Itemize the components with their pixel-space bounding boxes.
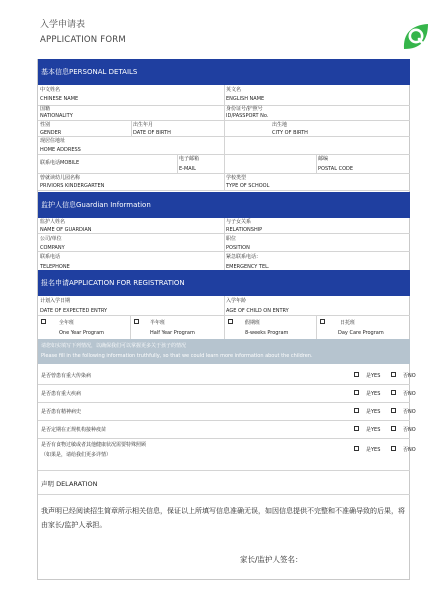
health-q4-yes-checkbox[interactable] <box>354 426 359 431</box>
chinese-name-label-en: CHINESE NAME <box>40 96 79 102</box>
postal-code-label-zh: 邮编 <box>318 156 329 162</box>
telephone-label-zh: 联系电话 <box>40 254 61 260</box>
health-question-5-note: （如果是，请给我们更多详情） <box>41 452 112 458</box>
divider <box>38 190 410 191</box>
telephone-label-en: TELEPHONE <box>40 264 70 270</box>
emergency-tel-label-zh: 紧急联系电话： <box>226 254 262 260</box>
program-8-weeks-checkbox[interactable] <box>228 319 233 324</box>
no-label: 否NO <box>403 373 416 379</box>
divider <box>316 316 317 339</box>
relationship-label-zh: 与子女关系 <box>226 219 252 225</box>
form-title-en: APPLICATION FORM <box>40 35 126 45</box>
section-personal-details: 基本信息PERSONAL DETAILS <box>38 59 410 85</box>
gender-label-en: GENDER <box>40 130 62 136</box>
health-question-2: 是否患有重大疾病 <box>41 391 82 397</box>
program-half-year-label-en: Half Year Program <box>150 330 195 336</box>
guardian-name-label-zh: 监护人姓名 <box>40 219 66 225</box>
school-type-label-en: TYPE OF SCHOOL <box>226 183 270 189</box>
program-half-year-label-zh: 半年班 <box>150 320 166 326</box>
divider <box>316 154 317 173</box>
email-label-zh: 电子邮箱 <box>179 156 200 162</box>
signature-label: 家长/监护人签名： <box>240 555 303 564</box>
nationality-label-en: NATIONALITY <box>40 113 73 119</box>
postal-code-label-en: POSTAL CODE <box>318 166 354 172</box>
q-leaf-logo-icon <box>401 22 431 52</box>
health-q5-no-checkbox[interactable] <box>391 446 396 451</box>
yes-label: 是YES <box>366 391 381 397</box>
program-one-year-label-en: One Year Program <box>59 330 105 336</box>
program-one-year-label-zh: 全年班 <box>59 320 75 326</box>
previous-kg-label-zh: 曾就读幼儿园名称 <box>40 175 81 181</box>
entry-age-label-zh: 入学年龄 <box>226 298 247 304</box>
relationship-label-en: RELATIONSHIP <box>226 227 263 233</box>
health-q3-no-checkbox[interactable] <box>391 408 396 413</box>
divider <box>38 420 410 421</box>
id-passport-label-en: ID/PASSPORT No. <box>226 113 269 119</box>
form-title-zh: 入学申请表 <box>40 20 86 30</box>
health-q1-no-checkbox[interactable] <box>391 372 396 377</box>
program-one-year-checkbox[interactable] <box>41 319 46 324</box>
program-day-care-label-zh: 日托班 <box>340 320 356 326</box>
city-of-birth-label-zh: 出生地 <box>272 122 288 128</box>
health-q1-yes-checkbox[interactable] <box>354 372 359 377</box>
home-address-label-zh: 现居住地址 <box>40 138 66 144</box>
yes-label: 是YES <box>366 447 381 453</box>
english-name-label-en: ENGLISH NAME <box>226 96 265 102</box>
dob-label-en: DATE OF BIRTH <box>133 130 171 136</box>
no-label: 否NO <box>403 409 416 415</box>
yes-label: 是YES <box>366 373 381 379</box>
divider <box>224 296 225 315</box>
divider <box>38 470 410 471</box>
divider <box>224 85 225 190</box>
school-type-label-zh: 学校类型 <box>226 175 247 181</box>
mobile-label: 联系电话MOBILE <box>40 160 80 166</box>
divider <box>131 120 132 136</box>
declaration-title: 声明 DELARATION <box>41 480 98 488</box>
entry-age-label-en: AGE OF CHILD ON ENTRY <box>226 308 289 314</box>
company-label-zh: 公司/单位 <box>40 236 62 242</box>
email-label-en: E-MAIL <box>179 166 196 172</box>
info-note-en: Please fill in the following information truthfully, so that we could learn more information about the children. <box>41 353 313 359</box>
program-half-year-checkbox[interactable] <box>134 319 139 324</box>
divider <box>130 316 131 339</box>
health-question-5: 是否有食物过敏或者其他健康状况需要特殊照顾 <box>41 442 147 448</box>
health-q2-yes-checkbox[interactable] <box>354 390 359 395</box>
gender-label-zh: 性别 <box>40 122 51 128</box>
company-label-en: COMPANY <box>40 245 65 251</box>
section-guardian-info: 监护人信息Guardian Information <box>38 192 410 218</box>
info-note-zh: 请您如实填写下列情况，以确保我们可以掌握更多关于孩子的情况 <box>41 343 187 349</box>
divider <box>38 494 410 495</box>
health-question-3: 是否患有精神病史 <box>41 409 82 415</box>
city-of-birth-label-en: CITY OF BIRTH <box>272 130 308 136</box>
id-passport-label-zh: 身份证号/护照号 <box>226 106 263 112</box>
health-q5-yes-checkbox[interactable] <box>354 446 359 451</box>
position-label-en: POSITION <box>226 245 250 251</box>
health-q2-no-checkbox[interactable] <box>391 390 396 395</box>
health-question-1: 是否曾患有重大传染病 <box>41 373 92 379</box>
no-label: 否NO <box>403 447 416 453</box>
yes-label: 是YES <box>366 427 381 433</box>
emergency-tel-label-en: EMERGENCY TEL. <box>226 264 270 270</box>
health-question-4: 是否定期在正规机构接种疫苗 <box>41 427 107 433</box>
dob-label-zh: 出生年月 <box>133 122 154 128</box>
chinese-name-label-zh: 中文姓名 <box>40 87 61 93</box>
yes-label: 是YES <box>366 409 381 415</box>
divider <box>38 402 410 403</box>
entry-date-label-zh: 计划入学日期 <box>40 298 71 304</box>
program-day-care-checkbox[interactable] <box>320 319 325 324</box>
declaration-text: 我声明已经阅读招生简章所示相关信息，保证以上所填写信息准确无误，如因信息提供不完整和不准确导致的后果，将由家长/监护人承担。 <box>41 507 405 529</box>
info-note-bar <box>38 339 410 364</box>
section-registration: 报名申请APPLICATION FOR REGISTRATION <box>38 270 410 296</box>
previous-kg-label-en: PRIVIORS KINDERGARTEN <box>40 183 105 189</box>
health-q4-no-checkbox[interactable] <box>391 426 396 431</box>
english-name-label-zh: 英文名 <box>226 87 242 93</box>
program-8-weeks-label-en: 8-weeks Program <box>245 330 289 336</box>
program-day-care-label-en: Day Care Program <box>338 330 384 336</box>
no-label: 否NO <box>403 391 416 397</box>
no-label: 否NO <box>403 427 416 433</box>
divider <box>224 218 225 270</box>
position-label-zh: 职位 <box>226 236 237 242</box>
entry-date-label-en: DATE OF EXPECTED ENTRY <box>40 308 108 314</box>
divider <box>224 316 225 339</box>
nationality-label-zh: 国籍 <box>40 106 51 112</box>
guardian-name-label-en: NAME OF GUARDIAN <box>40 227 92 233</box>
home-address-label-en: HOME ADDRESS <box>40 147 81 153</box>
program-8-weeks-label-zh: 假期班 <box>245 320 261 326</box>
divider <box>177 154 178 173</box>
divider <box>38 438 410 439</box>
health-q3-yes-checkbox[interactable] <box>354 408 359 413</box>
divider <box>38 384 410 385</box>
